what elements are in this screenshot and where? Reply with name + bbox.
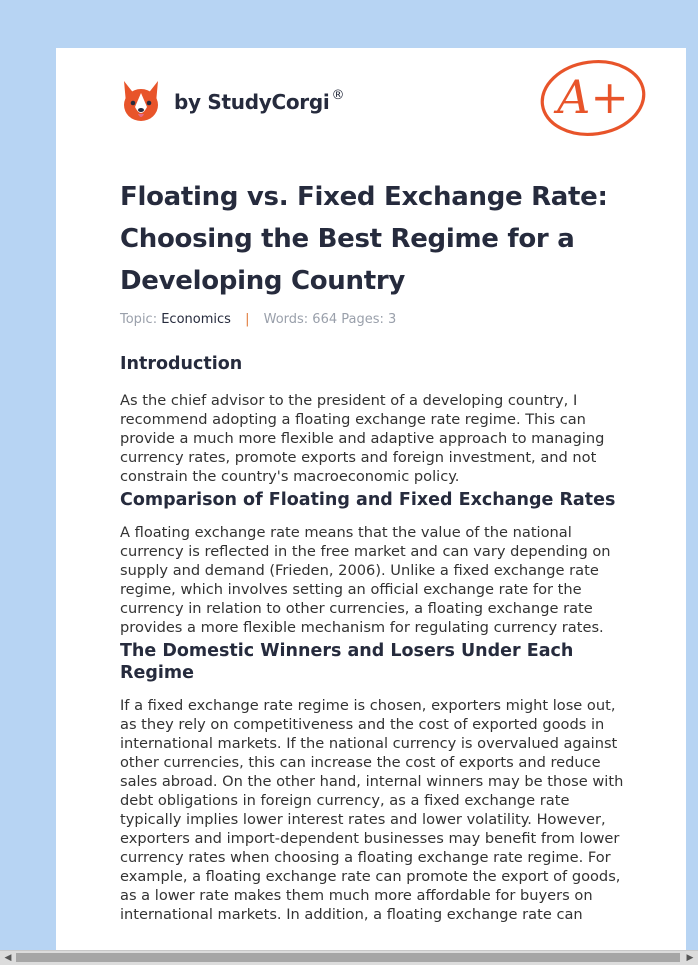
document-page xyxy=(56,48,686,950)
brand-name: by StudyCorgi xyxy=(174,90,330,114)
section-heading: Introduction xyxy=(120,354,243,374)
section-heading: Comparison of Floating and Fixed Exchange Rates xyxy=(120,490,616,510)
section-introduction xyxy=(120,353,630,486)
topic-label: Topic: xyxy=(120,312,158,327)
document-meta xyxy=(120,312,396,327)
document-title: Floating vs. Fixed Exchange Rate: Choosing the Best Regime for a Developing Country xyxy=(120,182,608,296)
scroll-right-icon[interactable]: ▶ xyxy=(686,953,694,963)
document-body xyxy=(120,353,630,924)
section-winners-losers xyxy=(120,640,630,924)
topic-link[interactable]: Economics xyxy=(161,312,231,327)
horizontal-scrollbar[interactable] xyxy=(0,950,698,965)
scroll-left-icon[interactable]: ◀ xyxy=(4,953,12,963)
grade-badge-icon xyxy=(538,58,648,138)
word-count: Words: 664 xyxy=(263,312,338,327)
studycorgi-logo[interactable] xyxy=(120,76,344,126)
registered-mark: ® xyxy=(331,88,345,103)
meta-separator: | xyxy=(245,312,250,327)
section-comparison xyxy=(120,489,630,637)
section-paragraph: If a fixed exchange rate regime is chosen, exporters might lose out, as they rely on competitiveness and the cost of exported goods in international markets. If the national currency is overvalued against other currencies, this can increase the cost of exports and reduce sales abroad. On the other hand, internal winners may be those with debt obligations in foreign currency, as a fixed exchange rate typically implies lower interest rates and lower volatility. However, exporters and import-dependent businesses may benefit from lower currency rates when choosing a floating exchange rate regime. For example, a floating exchange rate can promote the export of goods, as a lower rate makes them much more affordable for buyers on international markets. In addition, a floating exchange rate can xyxy=(120,697,624,923)
section-paragraph: As the chief advisor to the president of a developing country, I recommend adopting a floating exchange rate regime. This can provide a much more flexible and adaptive approach to managing currency rates, promote exports and foreign investment, and not constrain the country's macroeconomic policy. xyxy=(120,392,605,485)
grade-text: A+ xyxy=(557,70,629,124)
page-count: Pages: 3 xyxy=(341,312,397,327)
scrollbar-thumb[interactable] xyxy=(16,953,680,962)
corgi-icon xyxy=(120,79,162,123)
section-paragraph: A floating exchange rate means that the value of the national currency is reflected in the free market and can vary depending on supply and demand (Frieden, 2006). Unlike a fixed exchange rate regime, which involves setting an official exchange rate for the currency in relation to other currencies, a floating exchange rate provides a more flexible mechanism for regulating currency rates. xyxy=(120,524,611,636)
section-heading: The Domestic Winners and Losers Under Each Regime xyxy=(120,641,574,683)
